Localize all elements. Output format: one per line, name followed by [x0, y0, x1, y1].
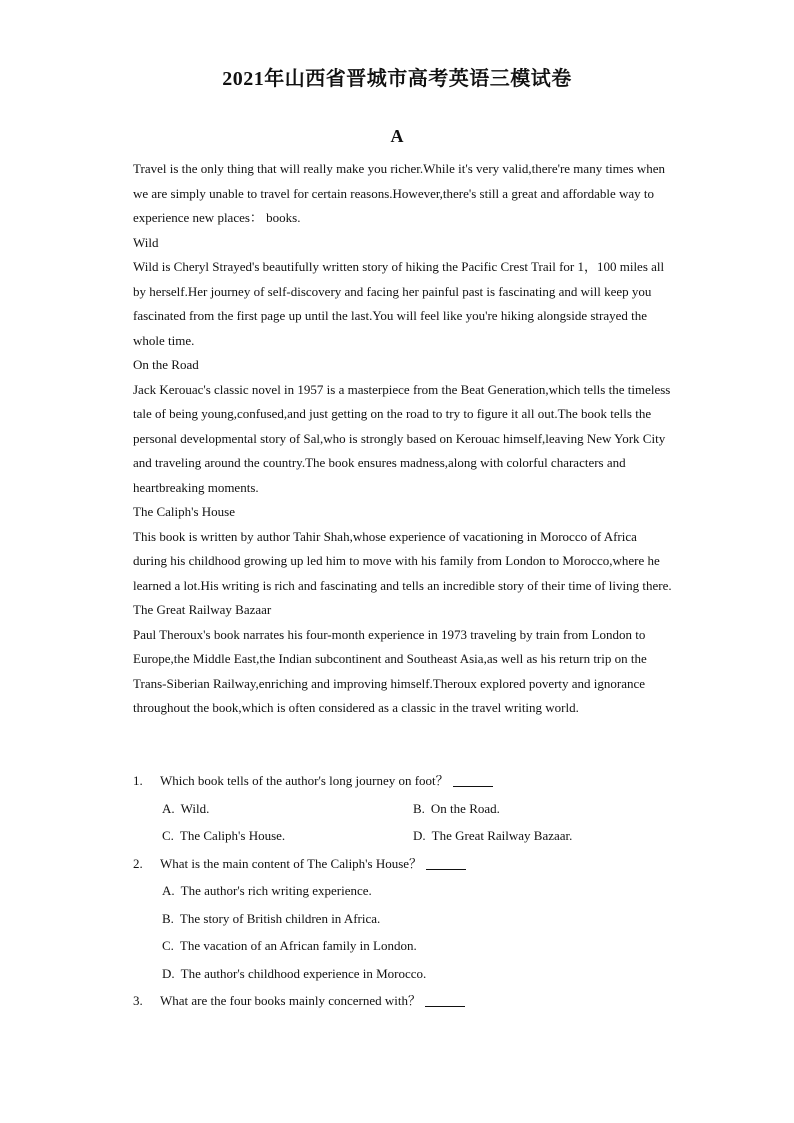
option-text: Wild.: [180, 800, 210, 816]
option-row: [133, 905, 673, 933]
option-letter: B.: [162, 910, 174, 926]
question-number: 1.: [133, 773, 143, 788]
book-title: On the Road: [133, 357, 199, 372]
option-row: [133, 932, 673, 960]
option-letter: C.: [162, 828, 174, 843]
page-title: 2021年山西省晋城市高考英语三模试卷: [222, 68, 572, 90]
option-letter: A.: [162, 883, 175, 898]
option-letter: D.: [162, 965, 175, 981]
question-1: [133, 767, 673, 795]
option-c[interactable]: [162, 822, 285, 850]
option-text: The author's childhood experience in Morocco.: [180, 965, 427, 981]
answer-blank[interactable]: [453, 772, 493, 787]
option-row: [133, 795, 673, 823]
book-title: The Great Railway Bazaar: [133, 602, 272, 617]
option-text: The Great Railway Bazaar.: [431, 828, 573, 843]
option-text: The vacation of an African family in London.: [179, 938, 417, 953]
book-description: This book is written by author Tahir Shah,whose experience of vacationing in Morocco of Africa during his childhood growing up led him to move with his family from London to Morocco,where he learned a lot.His writing is rich and fascinating and tells an incredible story of their time of living there.: [133, 528, 672, 593]
question-text: Which book tells of the author's long journey on foot？: [160, 773, 449, 788]
option-a[interactable]: [162, 795, 209, 823]
option-letter: C.: [162, 938, 174, 953]
reading-passage: [133, 157, 673, 721]
book-title: Wild: [133, 234, 159, 250]
option-text: On the Road.: [430, 800, 500, 816]
option-row: [133, 877, 673, 905]
option-row: [133, 960, 673, 988]
option-b[interactable]: [413, 795, 500, 823]
question-number: 2.: [133, 855, 143, 871]
book-description: Paul Theroux's book narrates his four-month experience in 1973 traveling by train from London to Europe,the Middle East,the Indian subcontinent and Southeast Asia,as well as his return trip on the Trans-Siberian Railway,enriching and improving himself.Theroux explored poverty and ignorance throughout the book,which is often considered as a classic in the travel writing world.: [133, 626, 647, 715]
section-label: A: [390, 126, 404, 146]
question-list: [133, 767, 673, 1015]
option-text: The story of British children in Africa.: [179, 910, 381, 926]
option-c[interactable]: [162, 932, 417, 960]
option-text: The author's rich writing experience.: [180, 883, 372, 898]
option-a[interactable]: [162, 877, 372, 905]
option-letter: D.: [413, 828, 426, 843]
question-text: What is the main content of The Caliph's House？: [160, 855, 423, 871]
option-d[interactable]: [162, 960, 426, 988]
book-description: Wild is Cheryl Strayed's beautifully written story of hiking the Pacific Crest Trail for 1，100 miles all by herself.Her journey of self-discovery and facing her painful past is fascinating and will keep you fascinated from the first page up until the last.You will feel like you're hiking alongside strayed the whole time.: [133, 259, 665, 348]
option-text: The Caliph's House.: [179, 828, 286, 843]
option-b[interactable]: [162, 905, 380, 933]
passage-intro: Travel is the only thing that will really make you richer.While it's very valid,there're many times when we are simply unable to travel for certain reasons.However,there's still a great and affordable way to experience new places： books.: [133, 161, 666, 225]
question-2: [133, 850, 673, 878]
book-description: Jack Kerouac's classic novel in 1957 is a masterpiece from the Beat Generation,which tells the timeless tale of being young,confused,and just getting on the road to try to figure it all out.The book tells the personal developmental story of Sal,who is strongly based on Kerouac himself,leaving New York City and traveling around the country.The book ensures madness,along with colorful characters and heartbreaking moments.: [133, 381, 671, 495]
question-3: [133, 987, 673, 1015]
option-d[interactable]: [413, 822, 572, 850]
answer-blank[interactable]: [426, 855, 466, 870]
option-letter: B.: [413, 800, 425, 816]
option-row: [133, 822, 673, 850]
option-letter: A.: [162, 800, 175, 816]
book-title: The Caliph's House: [133, 504, 235, 519]
answer-blank[interactable]: [425, 992, 465, 1007]
question-text: What are the four books mainly concerned with？: [160, 993, 421, 1008]
question-number: 3.: [133, 993, 143, 1008]
